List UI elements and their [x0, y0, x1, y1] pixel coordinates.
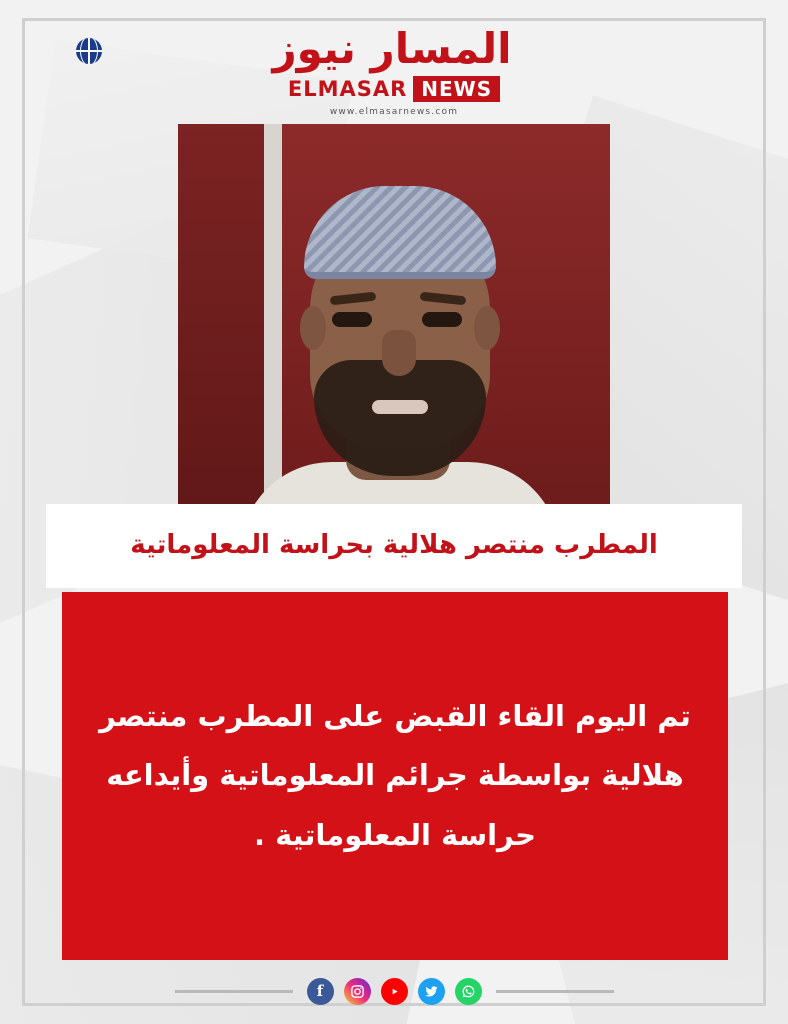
body-band [62, 592, 728, 960]
twitter-icon[interactable] [418, 978, 445, 1005]
brand-logo-latin [0, 76, 788, 102]
brand-logo-arabic: المسار نيوز [272, 24, 512, 73]
brand-logo-news: NEWS [413, 76, 500, 102]
instagram-icon[interactable] [344, 978, 371, 1005]
facebook-icon[interactable]: f [307, 978, 334, 1005]
body-text: تم اليوم القاء القبض على المطرب منتصر هلالية بواسطة جرائم المعلوماتية وأيداعه حراسة المعلوماتية . [99, 698, 691, 852]
social-bar [0, 974, 788, 1008]
article-photo [178, 124, 610, 554]
divider-left [175, 990, 293, 993]
whatsapp-icon[interactable] [455, 978, 482, 1005]
divider-right [496, 990, 614, 993]
youtube-icon[interactable] [381, 978, 408, 1005]
brand-logo [0, 24, 788, 117]
brand-website: www.elmasarnews.com [329, 107, 459, 117]
headline-text: المطرب منتصر هلالية بحراسة المعلوماتية [130, 530, 658, 561]
globe-icon [76, 38, 102, 64]
brand-logo-elmasar: ELMASAR [287, 77, 408, 101]
headline-band [46, 504, 742, 588]
